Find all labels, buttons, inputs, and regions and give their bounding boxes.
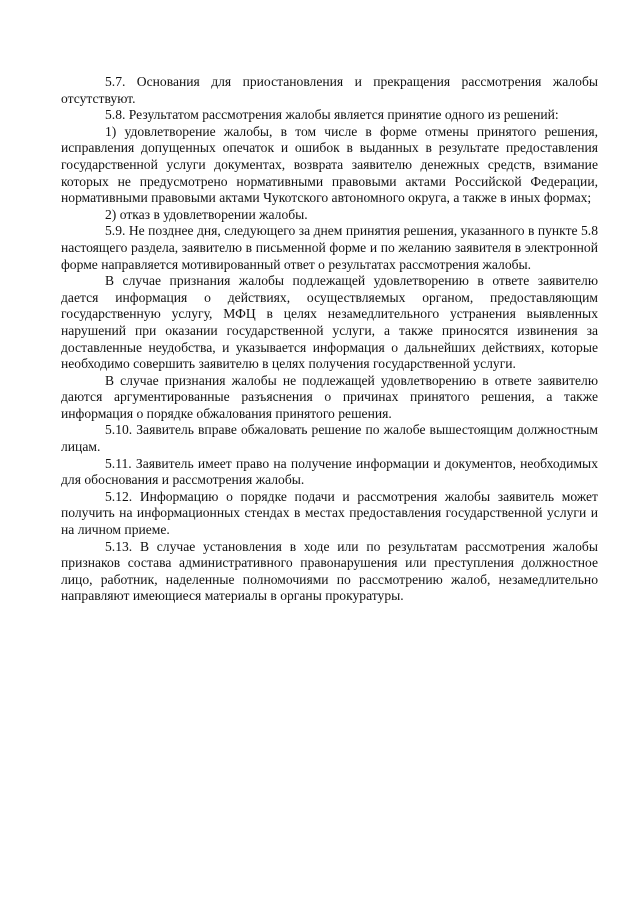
paragraph-5-9: 5.9. Не позднее дня, следующего за днем принятия решения, указанного в пункте 5.8 настоящего раздела, заявителю в письменной форме и по желанию заявителя в электронной форме направляется мотивированный ответ о результатах рассмотрения жалобы.	[61, 223, 598, 272]
paragraph-5-10: 5.10. Заявитель вправе обжаловать решение по жалобе вышестоящим должностным лицам.	[61, 422, 598, 455]
paragraph-5-8: 5.8. Результатом рассмотрения жалобы является принятие одного из решений:	[105, 107, 559, 123]
paragraph-5-7: 5.7. Основания для приостановления и прекращения рассмотрения жалобы отсутствуют.	[61, 74, 598, 106]
paragraph-5-9-approval-case: В случае признания жалобы подлежащей удовлетворению в ответе заявителю дается информация о действиях, осуществляемых органом, предоставляющим государственную услугу, МФЦ в целях незамедлительного устранения выявленных нарушений при оказании государственной услуги, а также приносятся извинения за доставленные неудобства, и указывается информация о дальнейших действиях, которые необходимо совершить заявителю в целях получения государственной услуги.	[61, 273, 598, 372]
paragraph-5-13: 5.13. В случае установления в ходе или по результатам рассмотрения жалобы признаков состава административного правонарушения или преступления должностное лицо, работник, наделенные полномочиями по рассмотрению жалоб, незамедлительно направляют имеющиеся материалы в органы прокуратуры.	[61, 538, 598, 604]
paragraph-5-8-item-2: 2) отказ в удовлетворении жалобы.	[105, 206, 308, 222]
document-page	[61, 74, 598, 605]
paragraph-5-8-item-1: 1) удовлетворение жалобы, в том числе в форме отмены принятого решения, исправления допущенных опечаток и ошибок в выданных в результате предоставления государственной услуги документах, возврата заявителю денежных средств, взимание которых не предусмотрено нормативными правовыми актами Российской Федерации, нормативными правовыми актами Чукотского автономного округа, а также в иных формах;	[61, 123, 598, 206]
paragraph-5-12: 5.12. Информацию о порядке подачи и рассмотрения жалобы заявитель может получить на информационных стендах в местах предоставления государственной услуги и на личном приеме.	[61, 488, 598, 538]
paragraph-5-11: 5.11. Заявитель имеет право на получение информации и документов, необходимых для обоснования и рассмотрения жалобы.	[61, 455, 598, 488]
paragraph-5-9-denial-case: В случае признания жалобы не подлежащей удовлетворению в ответе заявителю даются аргументированные разъяснения о причинах принятого решения, а также информация о порядке обжалования принятого решения.	[61, 372, 598, 421]
